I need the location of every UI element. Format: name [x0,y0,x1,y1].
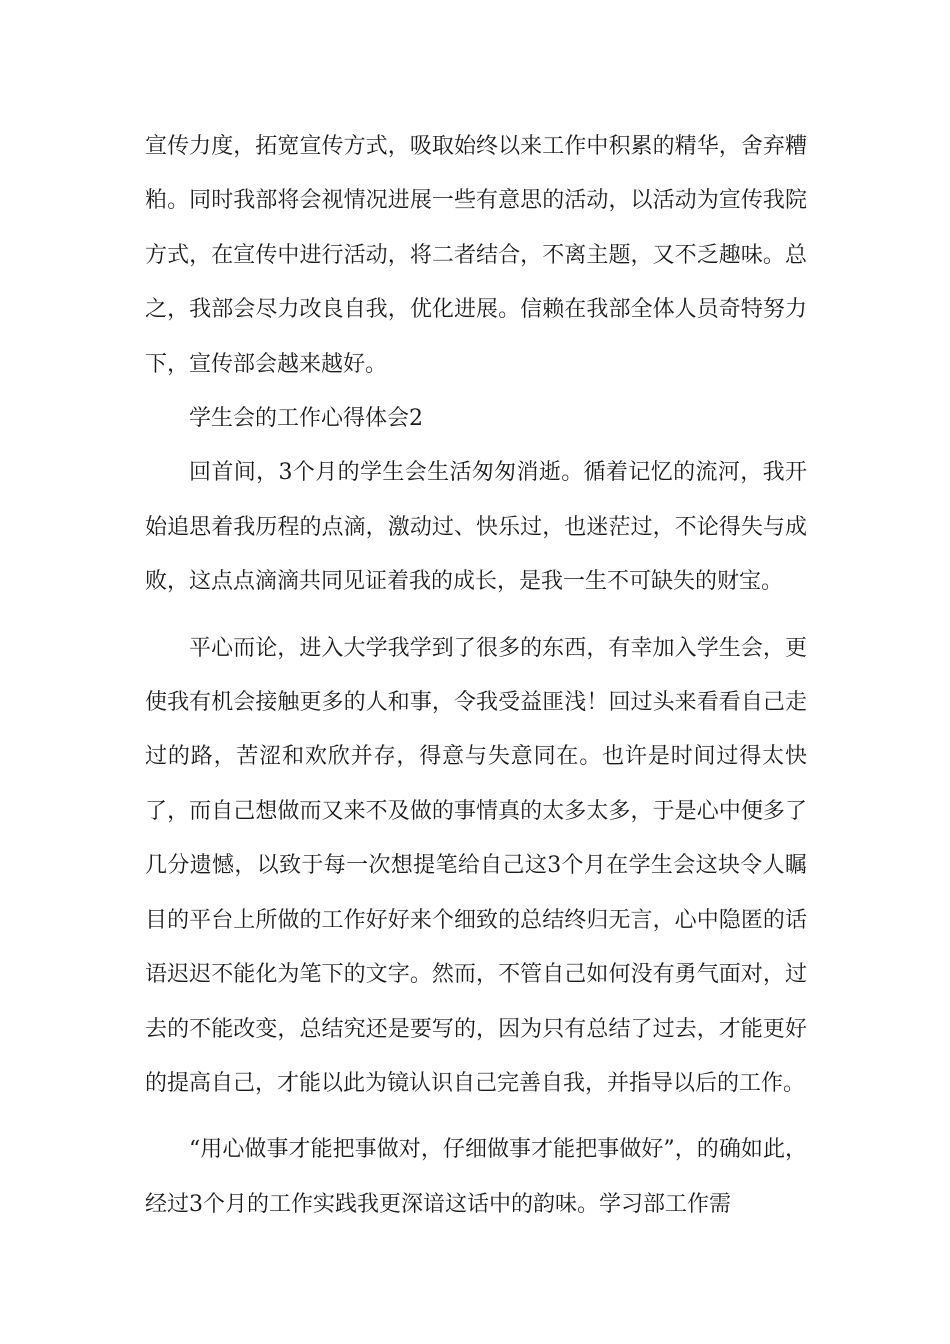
paragraph-1: 回首间，3个月的学生会生活匆匆消逝。循着记忆的流河，我开始追思着我历程的点滴，激动过、快乐过，也迷茫过，不论得失与成败，这点点滴滴共同见证着我的成长，是我一生不可缺失的财宝。 [145,460,807,595]
intro-paragraph: 宣传力度，拓宽宣传方式，吸取始终以来工作中积累的精华，舍弃糟粕。同时我部将会视情况进展一些有意思的活动，以活动为宣传我院方式，在宣传中进行活动，将二者结合，不离主题，又不乏趣味。总之，我部会尽力改良自我，优化进展。信赖在我部全体人员奇特努力下，宣传部会越来越好。 [145,134,807,377]
paragraph-2: 平心而论，进入大学我学到了很多的东西，有幸加入学生会，更使我有机会接触更多的人和事，令我受益匪浅！回过头来看看自己走过的路，苦涩和欢欣并存，得意与失意同在。也许是时间过得太快了，而自己想做而又来不及做的事情真的太多太多，于是心中便多了几分遗憾，以致于每一次想提笔给自己这3个月在学生会这块令人瞩目的平台上所做的工作好好来个细致的总结终归无言，心中隐匿的话语迟迟不能化为笔下的文字。然而，不管自己如何没有勇气面对，过去的不能改变，总结究还是要写的，因为只有总结了过去，才能更好的提高自己，才能以此为镜认识自己完善自我，并指导以后的工作。 [145,635,807,1096]
document-body [145,120,807,1232]
section-heading: 学生会的工作心得体会2 [189,406,423,432]
paragraph-3: “用心做事才能把事做对，仔细做事才能把事做好”，的确如此，经过3个月的工作实践我更深谙这话中的韵味。学习部工作需 [145,1137,807,1217]
